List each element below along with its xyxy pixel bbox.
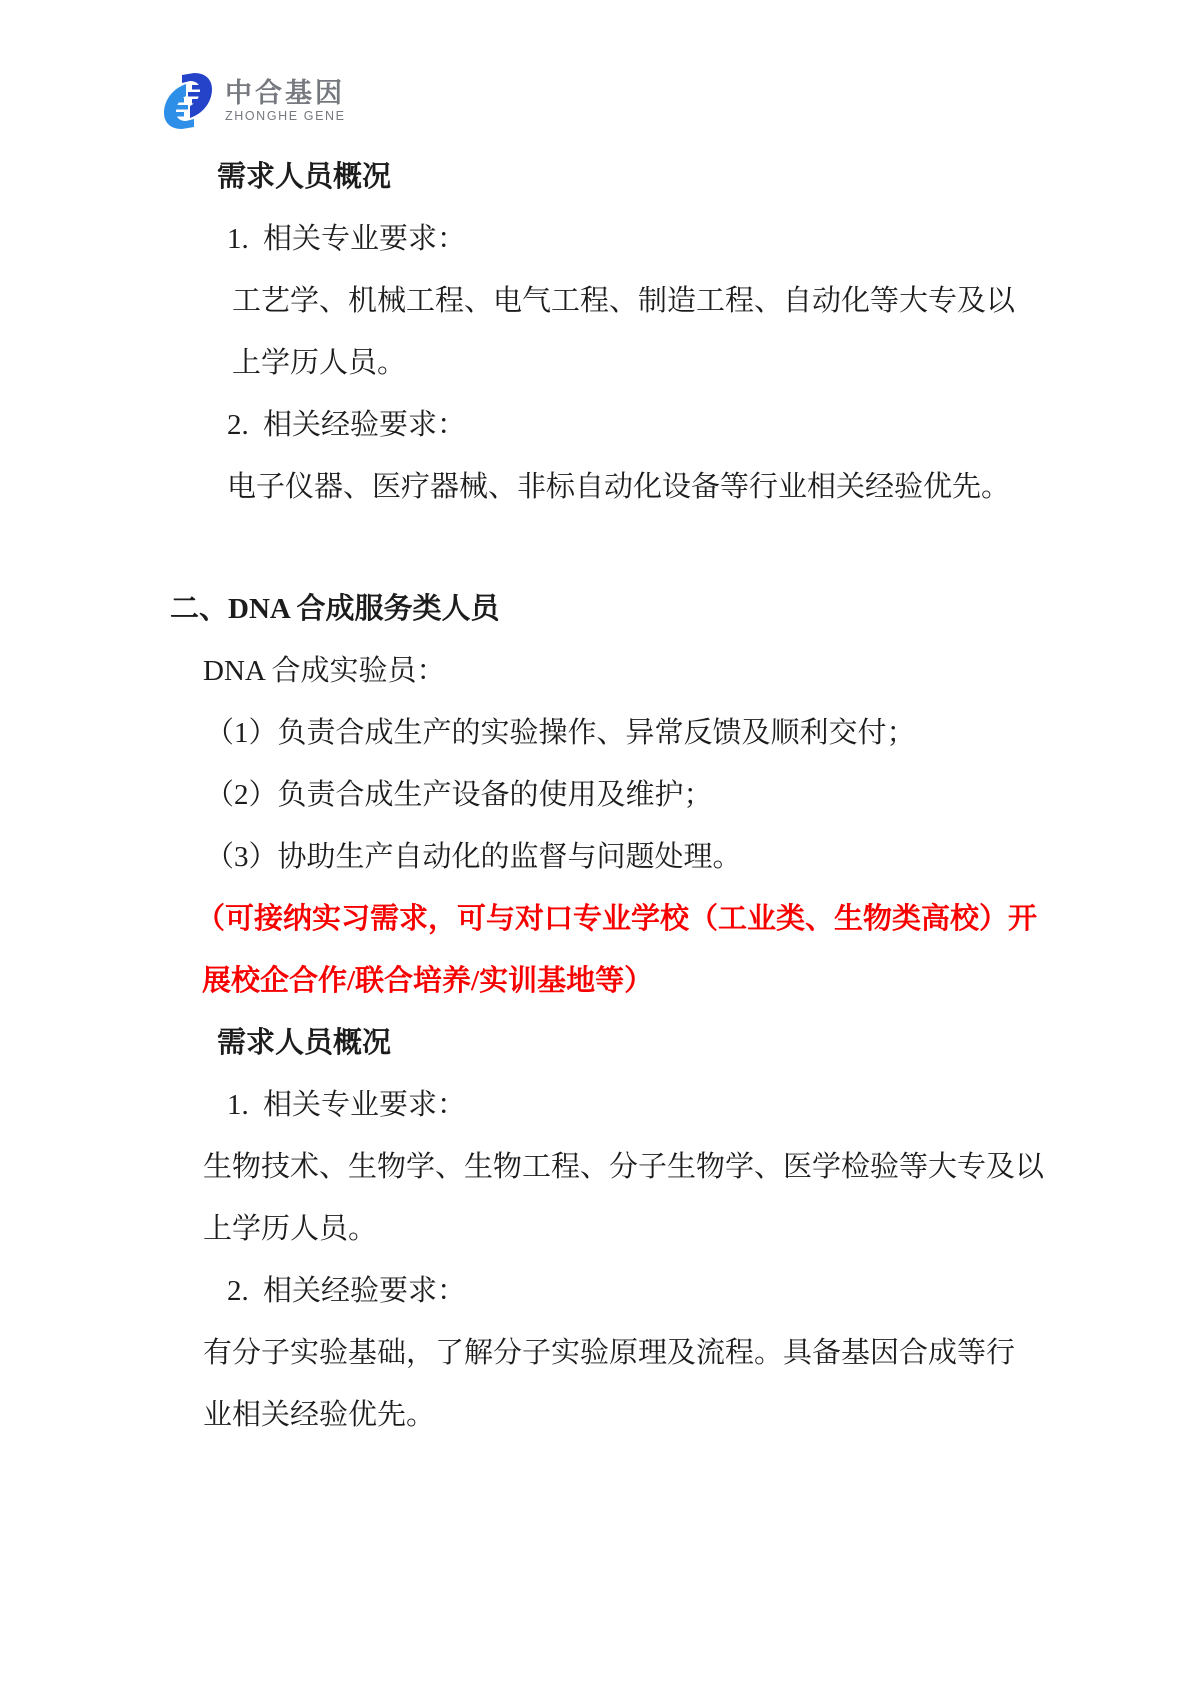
list-label: 相关专业要求：: [263, 1089, 467, 1121]
section1-overview-heading: 需求人员概况: [217, 161, 392, 193]
section2-heading: [170, 578, 1191, 640]
list-number: 1.: [227, 223, 249, 255]
section2-role-title: DNA 合成实验员：: [203, 655, 446, 687]
section2-item2-heading: [227, 1260, 1191, 1322]
section-number: 二、: [170, 593, 229, 625]
document-body: [0, 146, 1191, 1446]
section2-duty-1: （1）负责合成生产的实验操作、异常反馈及顺利交付；: [205, 717, 916, 749]
section2-item2-body-line1: 有分子实验基础，了解分子实验原理及流程。具备基因合成等行: [203, 1337, 1016, 1369]
list-label: 相关经验要求：: [263, 1275, 467, 1307]
section1-item2-body: 电子仪器、医疗器械、非标自动化设备等行业相关经验优先。: [227, 471, 1011, 503]
section2-duty-3: （3）协助生产自动化的监督与问题处理。: [205, 841, 742, 873]
section2-item1-body-line1: 生物技术、生物学、生物工程、分子生物学、医学检验等大专及以: [203, 1151, 1045, 1183]
list-number: 2.: [227, 409, 249, 441]
section2-overview-heading: 需求人员概况: [217, 1027, 392, 1059]
internship-note-line2: 展校企合作/联合培养/实训基地等）: [202, 965, 654, 997]
list-label: 相关经验要求：: [263, 409, 467, 441]
list-number: 1.: [227, 1089, 249, 1121]
internship-note-line1: （可接纳实习需求，可与对口专业学校（工业类、生物类高校）开: [196, 903, 1038, 935]
logo-name-en: ZHONGHE GENE: [225, 109, 346, 123]
dna-helix-icon: [160, 72, 216, 130]
section2-item1-heading: [227, 1074, 1191, 1136]
list-label: 相关专业要求：: [263, 223, 467, 255]
company-logo: [160, 72, 346, 130]
list-number: 2.: [227, 1275, 249, 1307]
section1-item1-body-line2: 上学历人员。: [232, 347, 407, 379]
section-title: DNA 合成服务类人员: [228, 593, 500, 625]
section2-item2-body-line2: 业相关经验优先。: [203, 1399, 436, 1431]
section1-item2-heading: [227, 394, 1191, 456]
section1-item1-body-line1: 工艺学、机械工程、电气工程、制造工程、自动化等大专及以: [232, 285, 1016, 317]
logo-wordmark: [225, 78, 346, 124]
section1-item1-heading: [227, 208, 1191, 270]
logo-name-cn: 中合基因: [225, 78, 345, 108]
section2-duty-2: （2）负责合成生产设备的使用及维护；: [205, 779, 713, 811]
section2-item1-body-line2: 上学历人员。: [203, 1213, 378, 1245]
